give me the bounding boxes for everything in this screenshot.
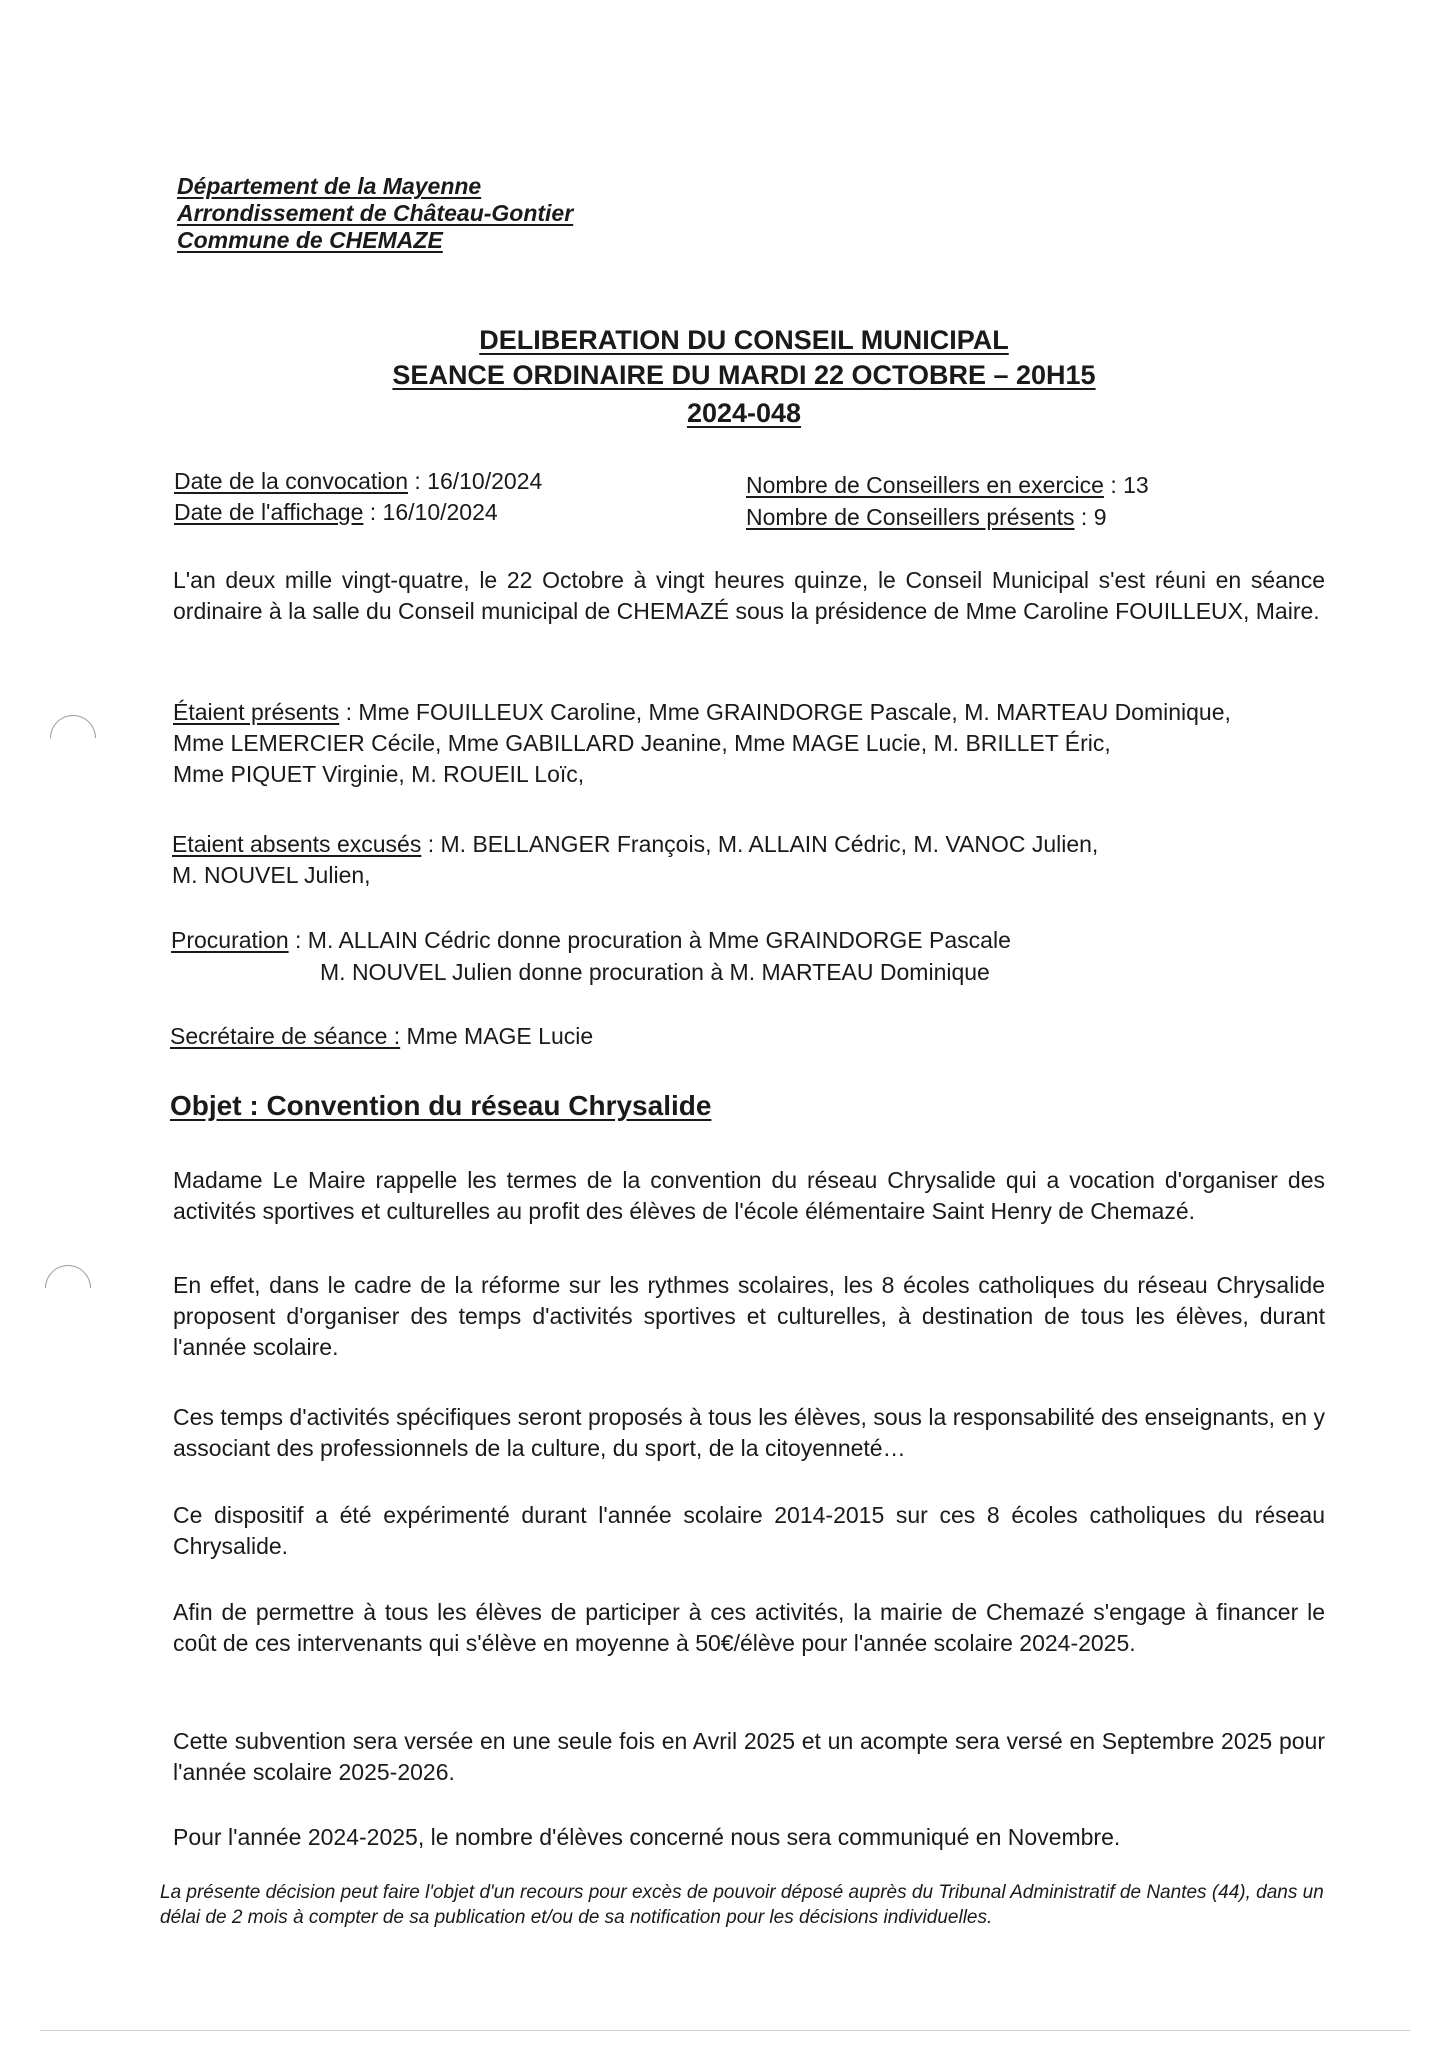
paragraph-rappel: Madame Le Maire rappelle les termes de la convention du réseau Chrysalide qui a vocation d'organiser des activités sportives et culturelles au profit des élèves de l'école élémentaire Saint Henry de Chemazé. bbox=[173, 1167, 1325, 1224]
meta-exercice bbox=[746, 470, 1149, 501]
page-bottom-divider bbox=[40, 2030, 1410, 2031]
presents-line-3: Mme PIQUET Virginie, M. ROUEIL Loïc, bbox=[173, 761, 585, 787]
presents-line-2: Mme LEMERCIER Cécile, Mme GABILLARD Jeanine, Mme MAGE Lucie, M. BRILLET Éric, bbox=[173, 730, 1111, 756]
affichage-value: : 16/10/2024 bbox=[363, 499, 498, 525]
title-deliberation: DELIBERATION DU CONSEIL MUNICIPAL bbox=[479, 325, 1009, 355]
paragraph-activites: Ces temps d'activités spécifiques seront proposés à tous les élèves, sous la responsabilité des enseignants, en y associant des professionnels de la culture, du sport, de la citoyenneté… bbox=[173, 1404, 1325, 1461]
presents-count-label: Nombre de Conseillers présents bbox=[746, 504, 1075, 530]
objet-heading: Objet : Convention du réseau Chrysalide bbox=[170, 1090, 712, 1121]
paragraph-reforme: En effet, dans le cadre de la réforme sur les rythmes scolaires, les 8 écoles catholiques du réseau Chrysalide proposent d'organiser des temps d'activités sportives et culturelles, à destination de tous les élèves, durant l'année scolaire. bbox=[173, 1272, 1325, 1360]
procuration-line-2: M. NOUVEL Julien donne procuration à M. MARTEAU Dominique bbox=[320, 959, 990, 985]
title-number: 2024-048 bbox=[686, 398, 802, 428]
absents-names-1: : M. BELLANGER François, M. ALLAIN Cédric, M. VANOC Julien, bbox=[421, 831, 1099, 857]
punch-hole-mark bbox=[35, 1255, 100, 1320]
presents-line-1 bbox=[173, 697, 1231, 728]
paragraph-dispositif: Ce dispositif a été expérimenté durant l'année scolaire 2014-2015 sur ces 8 écoles catholiques du réseau Chrysalide. bbox=[173, 1502, 1325, 1559]
meta-affichage bbox=[174, 497, 498, 528]
absents-line-2: M. NOUVEL Julien, bbox=[172, 862, 371, 888]
presents-count-value: : 9 bbox=[1074, 504, 1107, 530]
secretaire-value: Mme MAGE Lucie bbox=[400, 1023, 594, 1049]
secretaire-label: Secrétaire de séance : bbox=[170, 1023, 401, 1049]
legal-footnote: La présente décision peut faire l'objet d'un recours pour excès de pouvoir déposé auprès du Tribunal Administratif de Nantes (44), dans un délai de 2 mois à compter de sa publication et/ou de sa notification pour les décisions individuelles. bbox=[160, 1882, 1324, 1928]
procuration-text-1: : M. ALLAIN Cédric donne procuration à Mme GRAINDORGE Pascale bbox=[288, 927, 1011, 953]
procuration-line-1 bbox=[171, 925, 1011, 956]
convocation-label: Date de la convocation bbox=[174, 468, 408, 494]
paragraph-financement: Afin de permettre à tous les élèves de participer à ces activités, la mairie de Chemazé s'engage à financer le coût de ces intervenants qui s'élève en moyenne à 50€/élève pour l'année scolaire 2024-2025. bbox=[173, 1599, 1325, 1656]
intro-paragraph: L'an deux mille vingt-quatre, le 22 Octobre à vingt heures quinze, le Conseil Municipal s'est réuni en séance ordinaire à la salle du Conseil municipal de CHEMAZÉ sous la présidence de Mme Caroline FOUILLEUX, Maire. bbox=[173, 567, 1325, 624]
procuration-label: Procuration bbox=[171, 927, 289, 953]
header-commune: Commune de CHEMAZE bbox=[177, 227, 443, 253]
paragraph-nombre-eleves: Pour l'année 2024-2025, le nombre d'élèves concerné nous sera communiqué en Novembre. bbox=[173, 1824, 1121, 1850]
punch-hole-mark bbox=[40, 705, 105, 770]
paragraph-subvention: Cette subvention sera versée en une seule fois en Avril 2025 et un acompte sera versé en Septembre 2025 pour l'année scolaire 2025-2026. bbox=[173, 1728, 1325, 1785]
header-arrondissement: Arrondissement de Château-Gontier bbox=[177, 200, 574, 226]
exercice-value: : 13 bbox=[1103, 472, 1149, 498]
title-seance: SEANCE ORDINAIRE DU MARDI 22 OCTOBRE – 20H15 bbox=[392, 360, 1096, 390]
presents-label: Étaient présents bbox=[173, 699, 340, 725]
meta-convocation bbox=[174, 466, 542, 497]
affichage-label: Date de l'affichage bbox=[174, 499, 364, 525]
presents-names-1: : Mme FOUILLEUX Caroline, Mme GRAINDORGE Pascale, M. MARTEAU Dominique, bbox=[339, 699, 1231, 725]
absents-label: Etaient absents excusés bbox=[172, 831, 422, 857]
exercice-label: Nombre de Conseillers en exercice bbox=[746, 472, 1104, 498]
convocation-value: : 16/10/2024 bbox=[408, 468, 543, 494]
absents-line-1 bbox=[172, 829, 1098, 860]
meta-presents bbox=[746, 502, 1107, 533]
secretaire-line bbox=[170, 1021, 593, 1052]
header-department: Département de la Mayenne bbox=[177, 173, 482, 199]
